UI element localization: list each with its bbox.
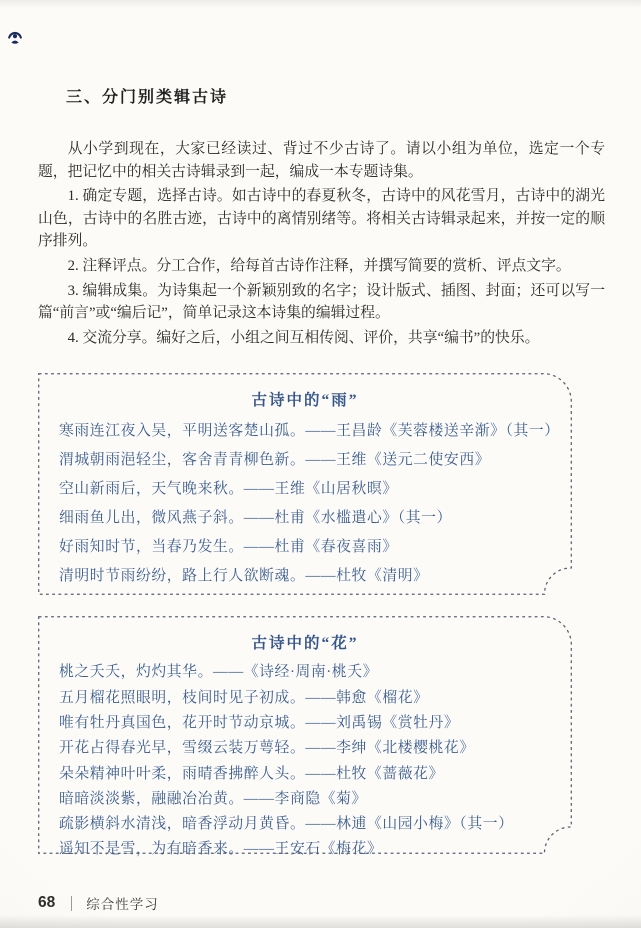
poem-box-title-flower: 古诗中的“花” xyxy=(251,635,359,653)
footer-section-label: 综合性学习 xyxy=(86,897,159,912)
screen-reader-person-icon[interactable] xyxy=(7,28,23,45)
poem-box-title-rain: 古诗中的“雨” xyxy=(251,392,359,410)
poem-line: 空山新雨后，天气晚来秋。——王维《山居秋暝》 xyxy=(59,481,398,498)
page-content xyxy=(0,84,641,858)
intro-paragraph: 从小学到现在，大家已经读过、背过不少古诗了。请以小组为单位，选定一个专题，把记忆中的相关古诗辑录到一起，编成一本专题诗集。 xyxy=(38,141,605,180)
poem-line: 桃之夭夭，灼灼其华。——《诗经·周南·桃夭》 xyxy=(59,664,378,681)
poem-line: 唯有牡丹真国色，花开时节动京城。——刘禹锡《赏牡丹》 xyxy=(59,714,460,731)
step-item-4: 4. 交流分享。编好之后，小组之间互相传阅、评价，共享“编书”的快乐。 xyxy=(67,329,540,346)
page-footer xyxy=(38,893,159,913)
poem-line: 好雨知时节，当春乃发生。——杜甫《春夜喜雨》 xyxy=(59,539,398,556)
poem-line: 暗暗淡淡紫，融融冶冶黄。——李商隐《菊》 xyxy=(59,790,367,807)
section-heading: 三、分门别类辑古诗 xyxy=(66,89,229,106)
poem-line: 寒雨连江夜入吴，平明送客楚山孤。——王昌龄《芙蓉楼送辛渐》（其一） xyxy=(59,423,560,440)
step-item-3: 3. 编辑成集。为诗集起一个新颖别致的名字；设计版式、插图、封面；还可以写一篇“前言”或“编后记”，简单记录这本诗集的编辑过程。 xyxy=(38,282,605,322)
poem-list-flower xyxy=(38,653,572,862)
poem-line: 朵朵精神叶叶柔，雨晴香拂醉人头。——杜牧《蔷薇花》 xyxy=(59,765,444,782)
poem-line: 细雨鱼儿出，微风燕子斜。——杜甫《水槛遣心》（其一） xyxy=(59,510,452,527)
poem-line: 开花占得春光早，雪缀云装万萼轻。——李绅《北楼樱桃花》 xyxy=(59,740,475,757)
page-number: 68 xyxy=(38,894,56,911)
poem-line: 渭城朝雨浥轻尘，客舍青青柳色新。——王维《送元二使安西》 xyxy=(59,452,491,469)
poem-line: 清明时节雨纷纷，路上行人欲断魂。——杜牧《清明》 xyxy=(59,568,429,585)
footer-divider xyxy=(71,896,72,911)
step-item-2: 2. 注释评点。分工合作，给每首古诗作注释，并撰写简要的赏析、评点文字。 xyxy=(67,257,571,274)
poem-list-rain xyxy=(38,410,572,591)
poem-line: 疏影横斜水清浅，暗香浮动月黄昏。——林逋《山园小梅》（其一） xyxy=(59,816,514,833)
poem-box-rain xyxy=(38,373,572,595)
poem-line: 遥知不是雪，为有暗香来。——王安石《梅花》 xyxy=(59,841,383,858)
poem-box-flower xyxy=(38,616,572,858)
poem-line: 五月榴花照眼明，枝间时见子初成。——韩愈《榴花》 xyxy=(59,689,429,706)
step-item-1: 1. 确定专题，选择古诗。如古诗中的春夏秋冬，古诗中的风花雪月，古诗中的湖光山色，古诗中的名胜古迹，古诗中的离情别绪等。将相关古诗辑录起来，并按一定的顺序排列。 xyxy=(38,188,605,250)
scan-shadow-top xyxy=(0,0,641,8)
scan-shadow-bottom xyxy=(0,915,641,928)
